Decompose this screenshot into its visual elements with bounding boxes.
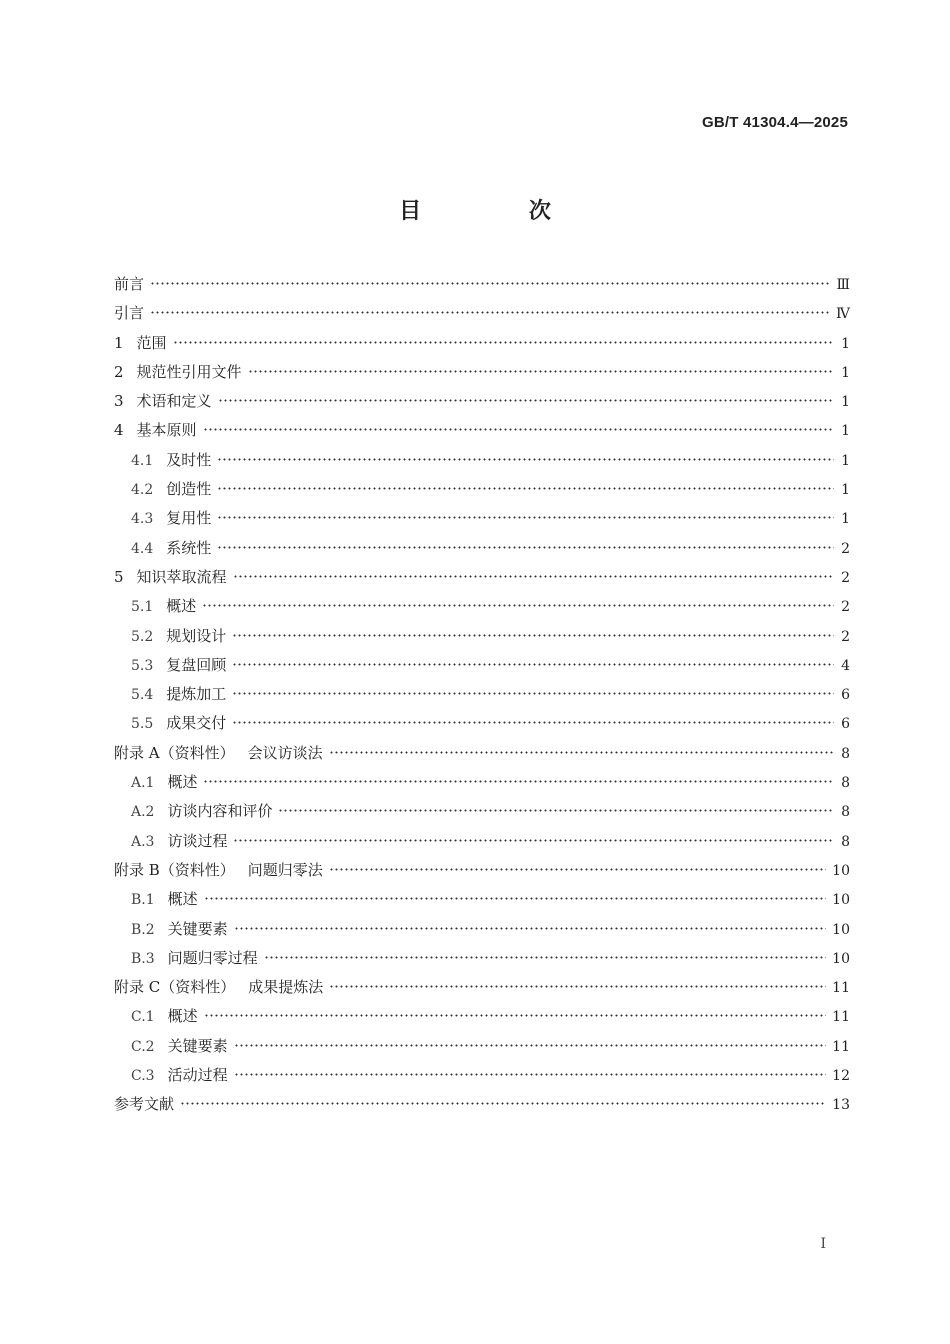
toc-entry-label: 概述 — [167, 773, 198, 792]
toc-entry[interactable] — [114, 592, 850, 621]
toc-entry[interactable] — [114, 358, 850, 387]
toc-entry[interactable] — [114, 651, 850, 680]
toc-leader-dots — [203, 780, 834, 783]
toc-entry-label: 复用性 — [166, 509, 212, 528]
toc-entry-number: 3 — [114, 392, 124, 411]
toc-entry[interactable] — [114, 739, 850, 768]
toc-entry[interactable] — [114, 973, 850, 1002]
toc-entry-number: 5.1 — [131, 599, 154, 616]
toc-entry[interactable] — [114, 299, 850, 328]
toc-entry[interactable] — [114, 416, 850, 445]
toc-leader-dots — [217, 458, 834, 461]
toc-entry-page: 1 — [841, 394, 850, 411]
toc-leader-dots — [202, 604, 834, 607]
toc-leader-dots — [233, 575, 834, 578]
toc-entry-number: 2 — [114, 362, 124, 381]
toc-entry-number: 5 — [114, 567, 124, 586]
toc-entry[interactable] — [114, 915, 850, 944]
toc-entry-label: 基本原则 — [136, 421, 197, 440]
toc-leader-dots — [204, 897, 827, 900]
toc-entry[interactable] — [114, 270, 850, 299]
toc-entry-label: 成果交付 — [166, 714, 227, 733]
toc-entry-label: 活动过程 — [167, 1066, 228, 1085]
toc-entry[interactable] — [114, 1090, 850, 1119]
toc-entry-page: 11 — [832, 1038, 850, 1055]
toc-entry-number: C.3 — [131, 1068, 155, 1085]
toc-entry-label: 参考文献 — [114, 1095, 175, 1114]
toc-entry-page: 4 — [841, 657, 850, 674]
toc-entry[interactable] — [114, 797, 850, 826]
toc-leader-dots — [232, 663, 834, 666]
toc-leader-dots — [173, 341, 834, 344]
toc-entry-page: 6 — [841, 716, 850, 733]
toc-entry-page: 2 — [841, 569, 850, 586]
toc-entry-page: 11 — [832, 1009, 850, 1026]
toc-entry-page: 13 — [832, 1097, 850, 1114]
toc-entry[interactable] — [114, 446, 850, 475]
toc-leader-dots — [150, 311, 830, 314]
toc-entry-label: 关键要素 — [167, 919, 228, 938]
toc-leader-dots — [180, 1102, 826, 1105]
toc-entry-label: 概述 — [166, 597, 197, 616]
toc-entry-label: 概述 — [167, 1007, 198, 1026]
toc-entry-page: 10 — [832, 921, 850, 938]
toc-leader-dots — [217, 487, 834, 490]
toc-entry-page: 8 — [841, 775, 850, 792]
toc-entry-label: 成果提炼法 — [248, 978, 324, 997]
toc-entry-number: 1 — [114, 333, 124, 352]
toc-entry-page: 11 — [832, 980, 850, 997]
toc-entry-number: 附录 C（资料性） — [114, 978, 236, 997]
toc-entry-page: 8 — [841, 745, 850, 762]
toc-entry[interactable] — [114, 504, 850, 533]
toc-entry[interactable] — [114, 622, 850, 651]
toc-entry-page: 6 — [841, 687, 850, 704]
toc-entry-number: B.3 — [131, 950, 155, 967]
toc-entry-label: 概述 — [167, 890, 198, 909]
toc-entry-page: 8 — [841, 833, 850, 850]
toc-entry[interactable] — [114, 1061, 850, 1090]
toc-leader-dots — [233, 839, 834, 842]
toc-entry-label: 规范性引用文件 — [136, 362, 242, 381]
toc-entry-number: C.1 — [131, 1009, 155, 1026]
toc-entry[interactable] — [114, 680, 850, 709]
table-of-contents — [114, 270, 850, 1120]
toc-leader-dots — [232, 634, 834, 637]
toc-entry[interactable] — [114, 1002, 850, 1031]
toc-entry-label: 访谈内容和评价 — [167, 802, 273, 821]
toc-entry-page: 1 — [841, 364, 850, 381]
toc-entry-label: 问题归零过程 — [167, 948, 258, 967]
toc-leader-dots — [278, 809, 834, 812]
toc-entry-label: 提炼加工 — [166, 685, 227, 704]
toc-leader-dots — [234, 927, 827, 930]
toc-entry-label: 引言 — [114, 304, 145, 323]
toc-entry[interactable] — [114, 329, 850, 358]
toc-entry-number: 4.2 — [131, 482, 154, 499]
toc-leader-dots — [234, 1073, 827, 1076]
toc-leader-dots — [203, 428, 834, 431]
toc-entry-label: 范围 — [136, 333, 167, 352]
page-title: 目 次 — [399, 199, 601, 224]
toc-entry-label: 问题归零法 — [247, 860, 323, 879]
toc-entry-label: 系统性 — [166, 538, 212, 557]
toc-entry-label: 规划设计 — [166, 626, 227, 645]
toc-leader-dots — [329, 751, 834, 754]
toc-entry[interactable] — [114, 709, 850, 738]
toc-leader-dots — [150, 282, 830, 285]
toc-entry-page: 2 — [841, 628, 850, 645]
toc-entry[interactable] — [114, 856, 850, 885]
toc-entry-page: 10 — [832, 950, 850, 967]
toc-entry-page: 8 — [841, 804, 850, 821]
toc-leader-dots — [329, 985, 826, 988]
toc-leader-dots — [232, 692, 834, 695]
toc-entry-label: 复盘回顾 — [166, 655, 227, 674]
toc-entry-number: A.2 — [131, 804, 155, 821]
toc-entry-page: 1 — [841, 452, 850, 469]
toc-entry-page: 1 — [841, 335, 850, 352]
toc-entry-page: 10 — [832, 892, 850, 909]
toc-entry[interactable] — [114, 768, 850, 797]
toc-entry-page: Ⅳ — [836, 306, 850, 323]
toc-leader-dots — [217, 546, 834, 549]
toc-entry-page: 10 — [832, 862, 850, 879]
toc-entry-number: 4.3 — [131, 511, 154, 528]
toc-entry-label: 前言 — [114, 275, 145, 293]
toc-entry-label: 术语和定义 — [136, 392, 212, 411]
toc-entry[interactable] — [114, 1032, 850, 1061]
toc-entry-page: 2 — [841, 540, 850, 557]
toc-leader-dots — [217, 516, 834, 519]
toc-leader-dots — [248, 370, 834, 373]
toc-entry[interactable] — [114, 387, 850, 416]
toc-entry-label: 关键要素 — [167, 1036, 228, 1055]
toc-entry-page: 2 — [841, 599, 850, 616]
toc-entry-number: 4.1 — [131, 452, 154, 469]
toc-leader-dots — [329, 868, 826, 871]
toc-entry-number: B.2 — [131, 921, 155, 938]
toc-entry-number: C.2 — [131, 1038, 155, 1055]
toc-leader-dots — [204, 1014, 827, 1017]
toc-entry-number: A.1 — [131, 775, 155, 792]
toc-leader-dots — [234, 1044, 827, 1047]
toc-entry-label: 知识萃取流程 — [136, 567, 227, 586]
toc-entry-number: 4.4 — [131, 540, 154, 557]
toc-entry-number: 5.5 — [131, 716, 154, 733]
toc-leader-dots — [218, 399, 834, 402]
standard-number: GB/T 41304.4—2025 — [702, 114, 848, 131]
toc-entry-page: 1 — [841, 482, 850, 499]
toc-entry-number: 4 — [114, 421, 124, 440]
toc-entry-number: 附录 A（资料性） — [114, 743, 235, 762]
toc-entry-number: A.3 — [131, 833, 155, 850]
toc-entry-number: B.1 — [131, 892, 155, 909]
toc-entry-number: 5.2 — [131, 628, 154, 645]
toc-entry-page: Ⅲ — [836, 277, 850, 293]
toc-entry-page: 1 — [841, 511, 850, 528]
toc-entry-label: 及时性 — [166, 450, 212, 469]
toc-entry-number: 附录 B（资料性） — [114, 860, 235, 879]
toc-entry[interactable] — [114, 885, 850, 914]
page-number: I — [820, 1236, 826, 1252]
toc-entry[interactable] — [114, 534, 850, 563]
toc-entry[interactable] — [114, 475, 850, 504]
toc-entry-number: 5.3 — [131, 657, 154, 674]
toc-entry-label: 创造性 — [166, 480, 212, 499]
toc-entry[interactable] — [114, 563, 850, 592]
toc-entry-page: 12 — [832, 1068, 850, 1085]
toc-entry-label: 会议访谈法 — [247, 743, 323, 762]
toc-entry-label: 访谈过程 — [167, 831, 228, 850]
toc-entry[interactable] — [114, 827, 850, 856]
toc-leader-dots — [232, 721, 834, 724]
toc-entry-number: 5.4 — [131, 687, 154, 704]
toc-leader-dots — [264, 956, 827, 959]
toc-entry[interactable] — [114, 944, 850, 973]
toc-entry-page: 1 — [841, 423, 850, 440]
